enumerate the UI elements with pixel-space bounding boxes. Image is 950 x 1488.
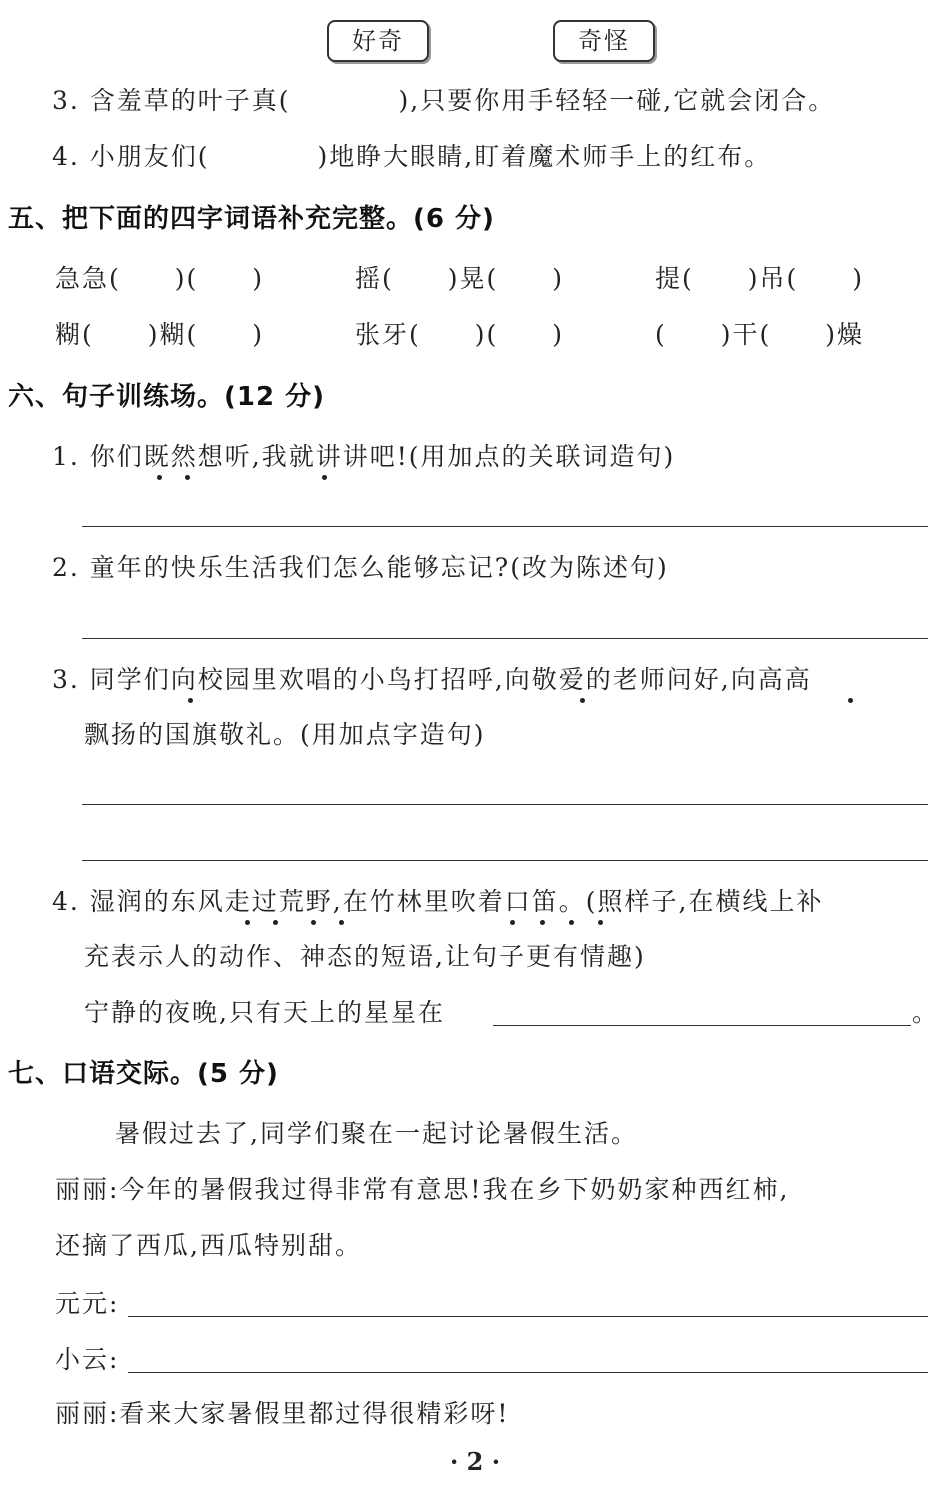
answer-line[interactable]: [128, 1372, 928, 1373]
page-number: · 2 ·: [449, 1447, 501, 1476]
answer-line[interactable]: [493, 1025, 911, 1026]
idiom-blank: 张牙( )( ): [355, 320, 565, 349]
answer-line[interactable]: [82, 526, 928, 527]
section5-heading: 五、把下面的四字词语补充完整。(6 分): [8, 204, 495, 234]
answer-line[interactable]: [128, 1316, 928, 1317]
fill-blank-q3: 3. 含羞草的叶子真( ),只要你用手轻轻一碰,它就会闭合。: [52, 86, 836, 115]
emphasis-dot: [339, 920, 344, 925]
dialogue-lili-line2: 还摘了西瓜,西瓜特别甜。: [55, 1231, 362, 1260]
idiom-blank: 糊( )糊( ): [55, 320, 265, 349]
fill-blank-q4: 4. 小朋友们( )地睁大眼睛,盯着魔术师手上的红布。: [52, 142, 772, 171]
idiom-blank: 提( )吊( ): [655, 264, 865, 293]
idiom-blank: 急急( )( ): [55, 264, 265, 293]
dialogue-lili-closing: 丽丽:看来大家暑假里都过得很精彩呀!: [55, 1399, 510, 1428]
idiom-blank: ( )干( )燥: [655, 320, 865, 349]
word-box-qiguai: 奇怪: [553, 20, 655, 62]
sentence-q1: 1. 你们既然想听,我就讲讲吧!(用加点的关联词造句): [52, 442, 676, 471]
emphasis-dot: [540, 920, 545, 925]
sentence-q3-line2: 飘扬的国旗敬礼。(用加点字造句): [84, 720, 486, 749]
emphasis-dot: [510, 920, 515, 925]
emphasis-dot: [322, 475, 327, 480]
emphasis-dot: [157, 475, 162, 480]
answer-line[interactable]: [82, 638, 928, 639]
sentence-q3-line1: 3. 同学们向校园里欢唱的小鸟打招呼,向敬爱的老师问好,向高高: [52, 665, 812, 694]
idiom-blank: 摇( )晃( ): [355, 264, 565, 293]
dialogue-xiaoyun-label: 小云:: [55, 1345, 120, 1374]
emphasis-dot: [245, 920, 250, 925]
sentence-q4-line1: 4. 湿润的东风走过荒野,在竹林里吹着口笛。(照样子,在横线上补: [52, 887, 824, 916]
emphasis-dot: [273, 920, 278, 925]
answer-line[interactable]: [82, 860, 928, 861]
word-box-haoqi: 好奇: [327, 20, 429, 62]
section7-heading: 七、口语交际。(5 分): [8, 1059, 279, 1089]
emphasis-dot: [185, 475, 190, 480]
emphasis-dot: [598, 920, 603, 925]
emphasis-dot: [188, 698, 193, 703]
sentence-q4-line2: 充表示人的动作、神态的短语,让句子更有情趣): [84, 942, 646, 971]
dialogue-yuanyuan-label: 元元:: [55, 1289, 120, 1318]
section6-heading: 六、句子训练场。(12 分): [8, 382, 325, 412]
emphasis-dot: [569, 920, 574, 925]
dialogue-intro: 暑假过去了,同学们聚在一起讨论暑假生活。: [115, 1119, 638, 1148]
sentence-q4-line3: 宁静的夜晚,只有天上的星星在: [84, 998, 445, 1027]
emphasis-dot: [311, 920, 316, 925]
dialogue-lili-line1: 丽丽:今年的暑假我过得非常有意思!我在乡下奶奶家种西红柿,: [55, 1175, 790, 1204]
sentence-q2: 2. 童年的快乐生活我们怎么能够忘记?(改为陈述句): [52, 553, 669, 582]
emphasis-dot: [848, 698, 853, 703]
emphasis-dot: [580, 698, 585, 703]
sentence-q4-end: 。: [912, 998, 940, 1027]
answer-line[interactable]: [82, 804, 928, 805]
